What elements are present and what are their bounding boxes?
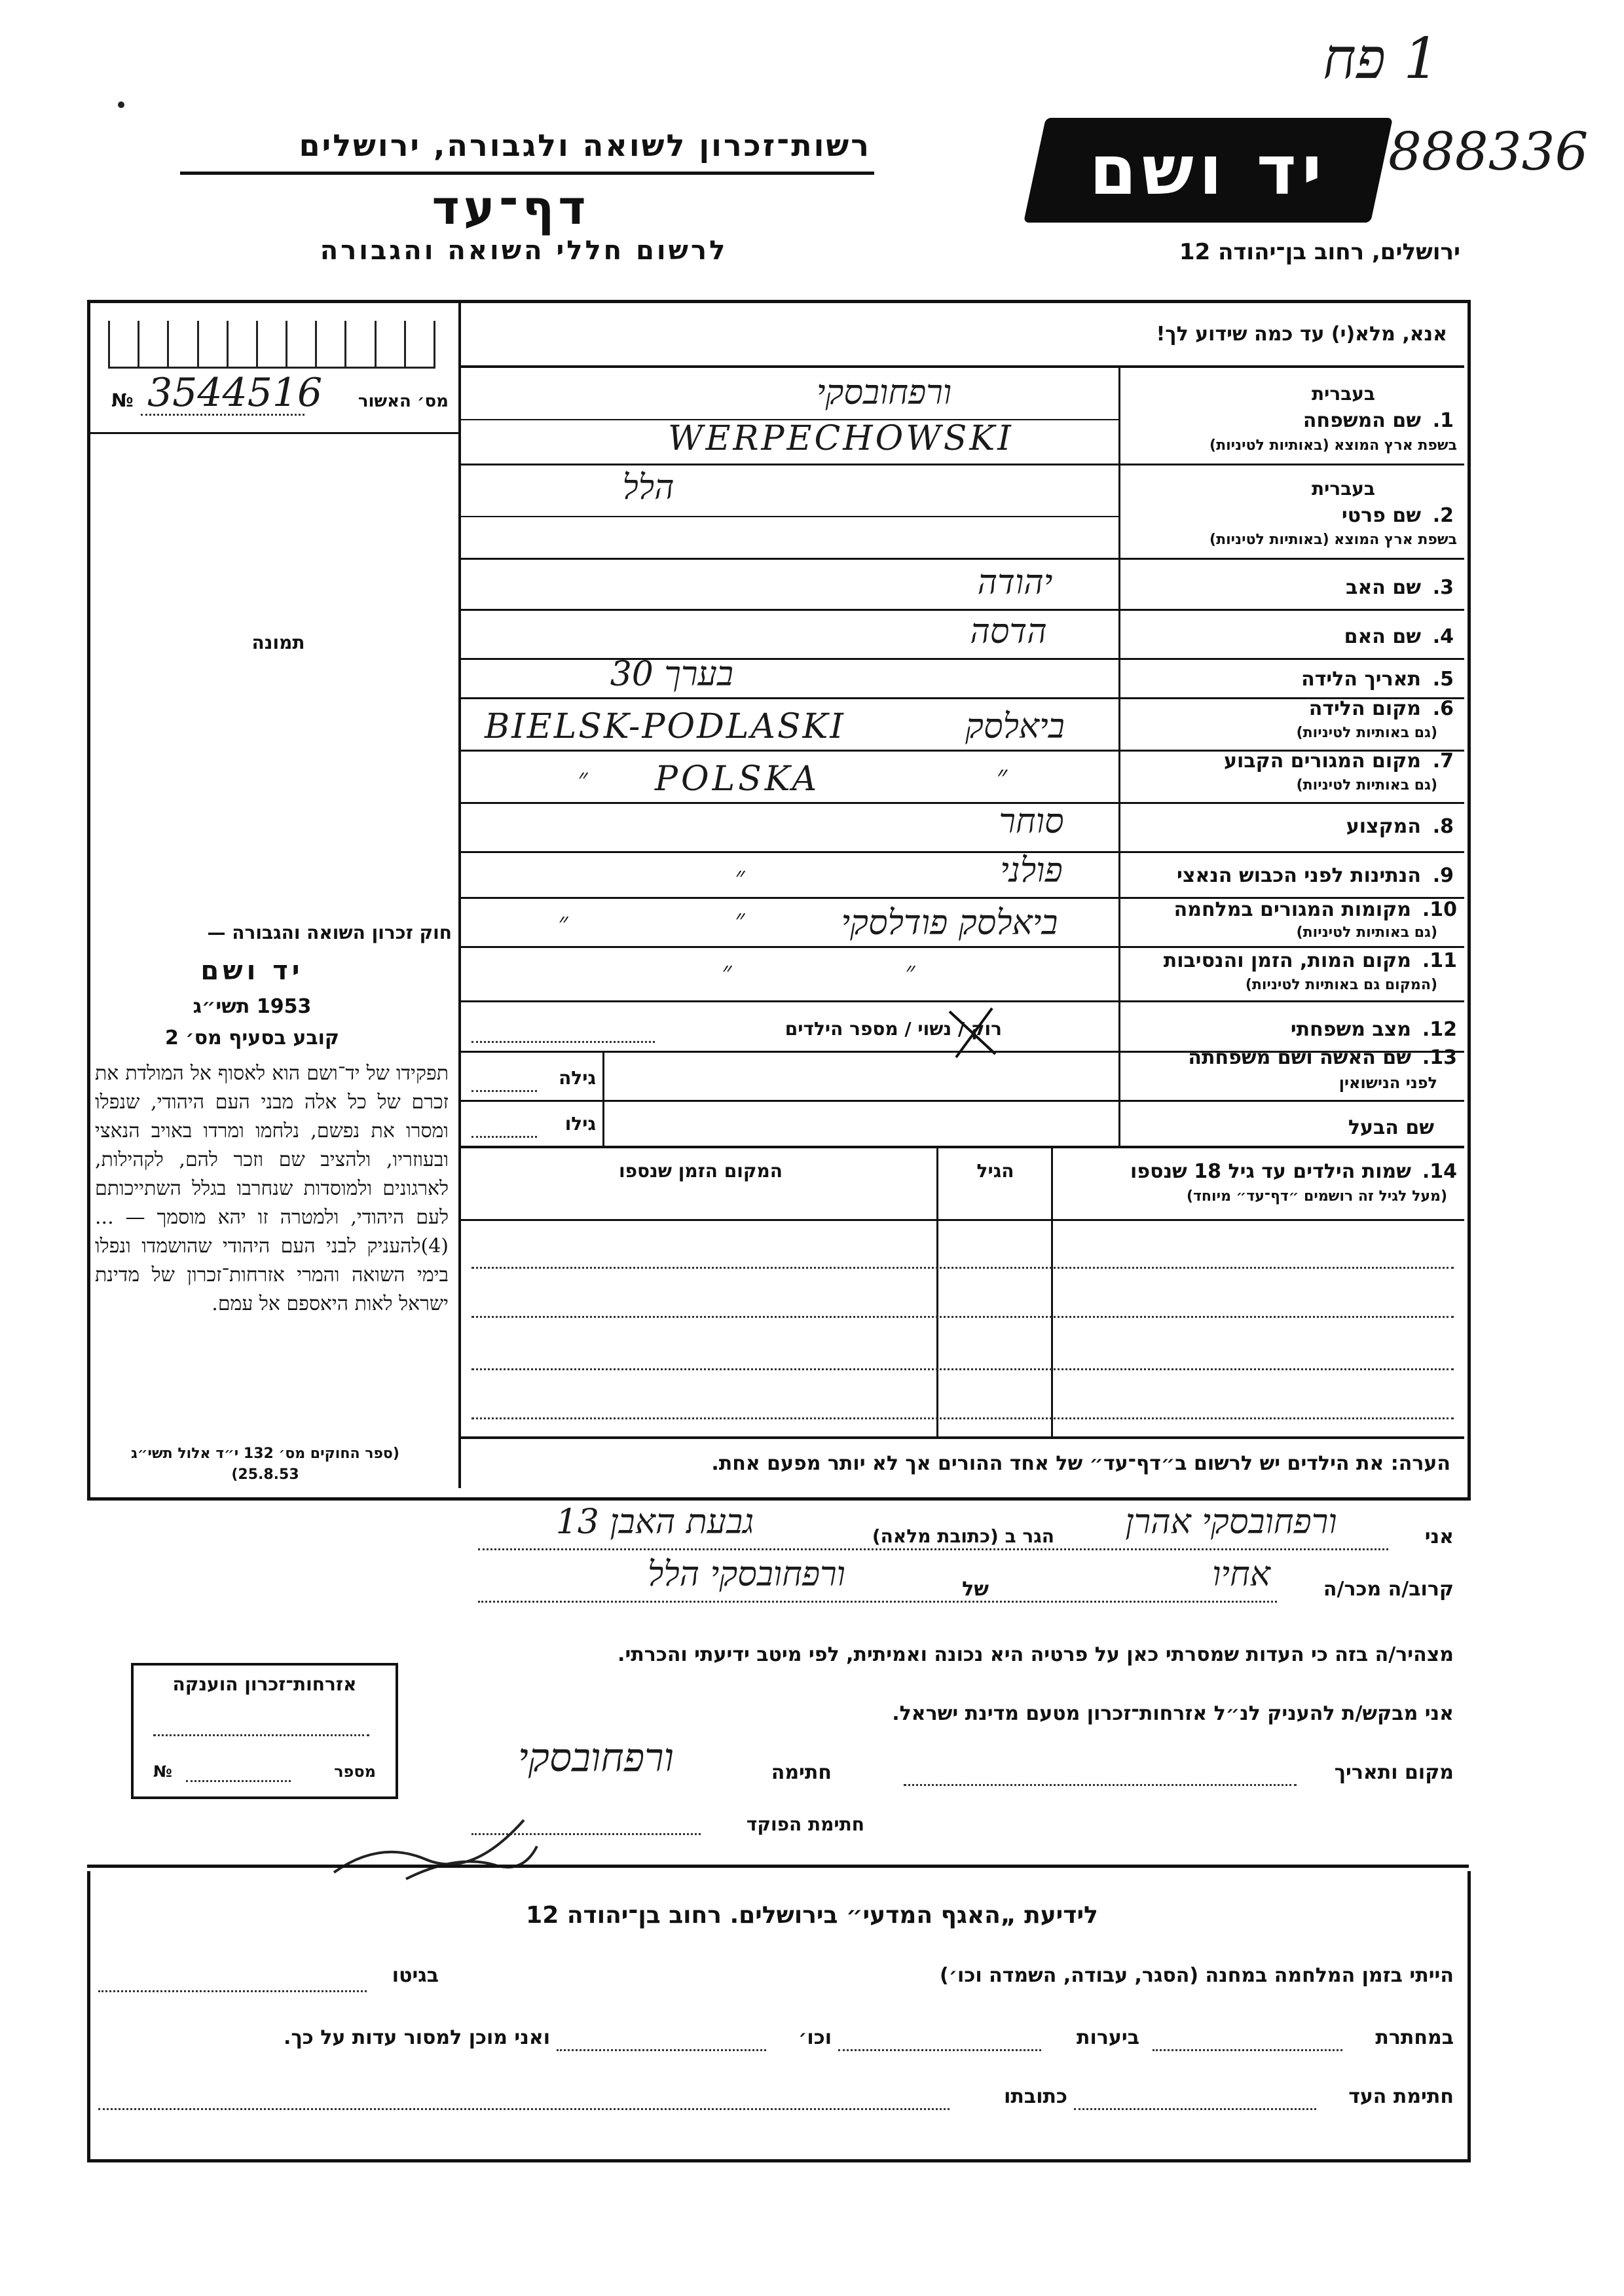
certificate-label: מס׳ האשור: [358, 392, 449, 411]
field8-label: המקצוע: [1346, 815, 1421, 838]
field1-sub: בשפת ארץ המוצא (באותיות לטיניות): [1209, 437, 1457, 454]
field1-num: 1.: [1432, 409, 1454, 432]
field14-sub: (מעל לגיל זה רושמים ״דף־עד״ מיוחד): [1186, 1188, 1447, 1205]
husband-age-line: [471, 1136, 537, 1138]
field1-value-latin[interactable]: WERPECHOWSKI: [668, 419, 1014, 458]
children-header-rule: [461, 1219, 1464, 1221]
field9-label: הנתינות לפני הכבוש הנאצי: [1177, 864, 1421, 887]
field11-label: מקום המות, הזמן והנסיבות: [1163, 949, 1411, 972]
bottom-line3-address: כתובתו: [1004, 2085, 1067, 2108]
certificate-number: 3544516: [147, 370, 323, 416]
law-clause: קובע בסעיף מס׳ 2: [164, 1027, 340, 1049]
label-column-divider: [1118, 367, 1120, 1146]
field3-num: 3.: [1432, 576, 1454, 599]
field5-value[interactable]: בערך 30: [610, 655, 733, 694]
field6-num: 6.: [1432, 697, 1454, 720]
field14-col-place: המקום הזמן שנספו: [618, 1160, 783, 1182]
children-row-1[interactable]: [471, 1267, 1454, 1269]
field2-rule-he: [461, 516, 1118, 517]
field12-label: מצב משפחתי: [1290, 1018, 1411, 1041]
field12-children-line: [471, 1041, 655, 1043]
law-org: יד ושם: [200, 956, 304, 986]
field11-num: 11.: [1422, 949, 1457, 972]
field3-rule: [461, 609, 1464, 611]
law-title: חוק זכרון השואה והגבורה —: [207, 922, 452, 943]
remark: הערה: את הילדים יש לרשום ב״דף־עד״ של אחד ההורים אך לא יותר מפעם אחת.: [711, 1452, 1450, 1475]
scan-speck: [118, 101, 124, 108]
bottom-line3-fill-a[interactable]: [1074, 2108, 1316, 2110]
field2-value[interactable]: הלל: [622, 468, 674, 507]
bottom-line1-text: הייתי בזמן המלחמה במחנה (הסגר, עבודה, השמדה וכו׳): [940, 1964, 1454, 1987]
field10-num: 10.: [1422, 898, 1457, 921]
declarant-line-2: [478, 1601, 1277, 1603]
declarant-address-label: הגר ב (כתובת מלאה): [872, 1525, 1054, 1547]
bottom-section-top: [87, 1865, 1469, 1868]
field13-label: שם האשה ושם משפחתה: [1188, 1046, 1411, 1069]
field11-sub: (המקום גם באותיות לטיניות): [1245, 977, 1437, 993]
bottom-line2-underground: במחתרת: [1375, 2026, 1454, 2049]
field2-label: שם פרטי: [1341, 504, 1421, 527]
field7-label: מקום המגורים הקבוע: [1224, 750, 1421, 773]
law-source: (ספר החוקים מס׳ 132 י״ד אלול תשי״ג 25.8.53): [131, 1446, 399, 1483]
field10-sub: (גם באותיות לטיניות): [1296, 924, 1437, 941]
officer-label: חתימת הפוקד: [746, 1813, 864, 1835]
authority-name: רשות־זכרון לשואה ולגבורה, ירושלים: [299, 128, 871, 163]
field9-ditto: ״: [735, 862, 745, 892]
declarant-i-label: אני: [1424, 1525, 1454, 1548]
bottom-line3-witness-signature: חתימת העד: [1348, 2085, 1454, 2108]
bottom-line3-fill-b[interactable]: [98, 2108, 950, 2110]
field6-value-hebrew[interactable]: ביאלסק: [965, 707, 1065, 746]
yad-vashem-logo: [1024, 118, 1393, 223]
photo-label: תמונה: [251, 632, 305, 653]
field10-ditto-mid: ״: [735, 904, 745, 934]
field2-num: 2.: [1432, 504, 1454, 527]
bottom-line2-fill-c[interactable]: [557, 2049, 766, 2051]
field10-value[interactable]: ביאלסק פודלסקי: [841, 903, 1058, 943]
citizenship-number-label: מספר: [334, 1762, 376, 1781]
of-label: של: [962, 1578, 989, 1601]
bottom-line2-fill-a[interactable]: [1153, 2049, 1342, 2051]
field12-num: 12.: [1422, 1018, 1457, 1041]
field8-value[interactable]: סוחר: [999, 802, 1064, 841]
children-row-4[interactable]: [471, 1417, 1454, 1419]
field1-value-hebrew[interactable]: ורפחובסקי: [816, 373, 952, 412]
field14-label: שמות הילדים עד גיל 18 שנספו: [1130, 1160, 1411, 1183]
form-subtitle: לרשום חללי השואה והגבורה: [320, 236, 728, 266]
field6-value-latin[interactable]: BIELSK-PODLASKI: [485, 707, 845, 746]
bottom-line2-forests: ביערות: [1077, 2026, 1139, 2049]
request-text: אני מבקש/ת להעניק לנ״ל אזרחות־זכרון מטעם מדינת ישראל.: [892, 1702, 1454, 1725]
field7-value-latin[interactable]: POLSKA: [655, 759, 821, 799]
field11-ditto-mid: ״: [905, 957, 915, 987]
bottom-line1-fill[interactable]: [98, 1990, 367, 1992]
certificate-number-line: [141, 414, 304, 416]
field13-age-label: גילה: [559, 1067, 596, 1089]
relation-label: קרוב/ה מכר/ה: [1323, 1578, 1454, 1601]
bottom-line1-end: בגיטו: [392, 1964, 439, 1987]
law-text: תפקידו של יד־ושם הוא לאסוף אל המולדת את זכרם של כל אלה מבני העם היהודי, שנפלו ומסרו את נפשם, נלחמו ומרדו באויב הנאצי ובעוזריו, ולהציב שם וזכר להם, לקהילות, לארגונים ולמוסדות שנחרבו בגלל השתייכותם לעם היהודי, ולמטרה זו יהא מוסמך — ...(4)להעניק לבני העם היהודי שהושמדו ונפלו בימי השואה והמרי אזרחות־זכרון של מדינת ישראל לאות היאספם אל עמם.: [95, 1062, 449, 1315]
left-column-divider: [458, 303, 461, 1488]
field7-ditto-right: ״: [996, 759, 1008, 793]
bottom-line2-etc: וכו׳: [798, 2026, 832, 2049]
page-mark: 1 פח: [1323, 26, 1440, 92]
field13-sub: לפני הנישואין: [1338, 1074, 1437, 1092]
citizenship-number-line[interactable]: [186, 1780, 291, 1782]
field5-num: 5.: [1432, 668, 1454, 691]
bottom-line2-testimony: ואני מוכן למסור עדות על כך.: [284, 2026, 550, 2049]
field4-label: שם האם: [1344, 625, 1421, 648]
signature-label: חתימה: [771, 1761, 832, 1784]
husband-rule: [461, 1146, 1464, 1148]
husband-label: שם הבעל: [1348, 1116, 1434, 1139]
top-note-rule: [461, 365, 1464, 368]
field10-label: מקומות המגורים במלחמה: [1173, 898, 1411, 921]
field7-ditto-left: ״: [578, 763, 588, 793]
citizenship-box: [131, 1663, 398, 1799]
bottom-heading: לידיעת „האגף המדעי״ בירושלים. רחוב בן־יהודה 12: [526, 1902, 1098, 1929]
field1-lang: בעברית: [1311, 383, 1375, 405]
field14-col-age: הגיל: [976, 1160, 1014, 1182]
children-col-divider-2: [936, 1148, 938, 1436]
bottom-line2-fill-b[interactable]: [838, 2049, 1041, 2051]
children-row-2[interactable]: [471, 1316, 1454, 1318]
field2-rule: [461, 558, 1464, 560]
logo-text: יד ושם: [1089, 130, 1327, 210]
husband-age-label: גילו: [564, 1113, 596, 1135]
field8-num: 8.: [1432, 815, 1454, 838]
top-instruction: אנא, מלא(י) עד כמה שידוע לך!: [1156, 323, 1447, 346]
certificate-prefix: №: [111, 390, 134, 411]
of-value[interactable]: ורפחובסקי הלל: [648, 1555, 845, 1594]
field2-lang: בעברית: [1311, 478, 1375, 500]
field4-num: 4.: [1432, 625, 1454, 648]
field3-label: שם האב: [1346, 576, 1421, 599]
field13-age-line: [471, 1090, 537, 1092]
tick-marks: [108, 321, 435, 369]
children-row-3[interactable]: [471, 1368, 1454, 1370]
field1-label: שם המשפחה: [1302, 409, 1421, 432]
certificate-rule: [90, 432, 458, 434]
children-col-divider-1: [1051, 1148, 1053, 1436]
relation-value[interactable]: אחיו: [1212, 1555, 1270, 1594]
field1-rule: [461, 464, 1464, 465]
field14-num: 14.: [1422, 1160, 1457, 1183]
field10-rule: [461, 946, 1464, 948]
declarant-name[interactable]: ורפחובסקי אהרן: [1125, 1503, 1337, 1542]
form-title: דף־עד: [432, 180, 590, 235]
children-bottom-rule: [461, 1436, 1464, 1439]
field9-value[interactable]: פולני: [1000, 851, 1063, 890]
authority-underline: [180, 172, 874, 175]
field10-ditto-left: ״: [558, 907, 568, 938]
declaration-text: מצהיר/ה בזה כי העדות שמסרתי כאן על פרטיה היא נכונה ואמיתית, לפי מיטב ידיעתי והכרתי.: [618, 1643, 1454, 1666]
field9-num: 9.: [1432, 864, 1454, 887]
field5-label: תאריך הלידה: [1301, 668, 1421, 691]
header-address: ירושלים, רחוב בן־יהודה 12: [1179, 239, 1460, 265]
field2-sub: בשפת ארץ המוצא (באותיות לטיניות): [1209, 532, 1457, 548]
field13-age-divider: [602, 1053, 604, 1146]
field12-options[interactable]: רוק / נשוי / מספר הילדים: [784, 1018, 1002, 1040]
reference-number: 888336: [1388, 121, 1589, 182]
field7-num: 7.: [1432, 750, 1454, 773]
field11-ditto-left: ״: [722, 957, 732, 987]
field13-rule: [461, 1100, 1464, 1102]
signature-value[interactable]: ורפחובסקי: [517, 1735, 674, 1781]
field6-sub: (גם באותיות לטיניות): [1296, 725, 1437, 741]
field4-value[interactable]: הדסה: [970, 612, 1047, 651]
field3-value[interactable]: יהודה: [977, 563, 1053, 602]
field7-sub: (גם באותיות לטיניות): [1296, 777, 1437, 793]
field13-num: 13.: [1422, 1046, 1457, 1069]
citizenship-box-title: אזרחות־זכרון הוענקה: [172, 1673, 357, 1695]
citizenship-number-prefix: №: [153, 1762, 172, 1781]
law-year: 1953 תשי״ג: [193, 995, 312, 1018]
declarant-line-1: [478, 1548, 1388, 1550]
field6-label: מקום הלידה: [1308, 697, 1421, 720]
citizenship-box-line: [153, 1734, 369, 1736]
place-date-line[interactable]: [904, 1784, 1297, 1786]
place-date-label: מקום ותאריך: [1334, 1761, 1454, 1784]
declarant-address[interactable]: גבעת האבן 13: [555, 1503, 754, 1542]
